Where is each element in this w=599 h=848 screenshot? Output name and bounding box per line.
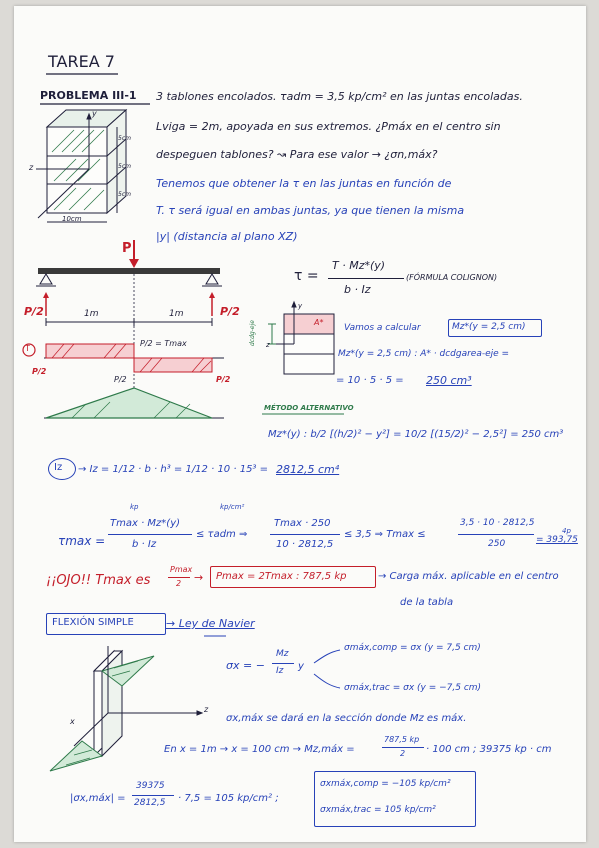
- flexion-line-2a: En x = 1m → x = 100 cm → Mz,máx =: [164, 744, 355, 755]
- tau-num-1: Tmax · Mz*(y): [110, 518, 181, 529]
- ojo-frac-num: Pmax: [170, 565, 193, 574]
- final-den: 2812,5: [134, 798, 166, 808]
- shear-top-label: P/2 = Tmax: [140, 339, 187, 348]
- sigma-num: Mz: [276, 649, 289, 659]
- final-frac-bar: [132, 795, 174, 796]
- shear-left-value: P/2: [32, 367, 47, 376]
- sigma-lhs: σx = −: [226, 659, 265, 672]
- tau-frac-bar: [328, 278, 404, 279]
- ojo-frac-den: 2: [176, 579, 182, 588]
- inertia-result: 2812,5 cm⁴: [276, 463, 340, 476]
- ojo-label: ¡¡OJO!! Tmax es: [46, 573, 151, 588]
- flexion-frac-bar: [382, 747, 424, 748]
- explanation-line-3: |y| (distancia al plano XZ): [156, 230, 298, 243]
- tau-num-3: 3,5 · 10 · 2812,5: [460, 518, 535, 528]
- mini-label-y: y: [298, 302, 303, 310]
- calc-intro: Vamos a calcular: [344, 323, 421, 333]
- load-label: P: [122, 241, 132, 256]
- mini-label-z: z: [266, 341, 270, 349]
- section-label-y: y: [92, 109, 97, 118]
- mini-section-figure: [268, 302, 334, 374]
- tau-formula-note: (FÓRMULA COLIGNON): [406, 273, 498, 282]
- problem-line-2: Lviga = 2m, apoyada en sus extremos. ¿Pmáx en el centro sin: [156, 120, 501, 133]
- section-height-3: 5cm: [118, 191, 131, 198]
- calc-result: 250 cm³: [426, 374, 472, 387]
- shear-symbol: T: [25, 344, 30, 353]
- flexion-line-2b: · 100 cm ; 39375 kp · cm: [426, 744, 552, 755]
- calc-box-text: Mz*(y = 2,5 cm): [452, 322, 526, 332]
- inertia-formula: → Iz = 1/12 · b · h³ = 1/12 · 10 · 15³ =: [78, 464, 268, 475]
- sigma-y: y: [298, 661, 304, 672]
- explanation-line-2: T. τ será igual en ambas juntas, ya que tienen la misma: [156, 204, 465, 217]
- section-height-2: 5cm: [118, 163, 131, 170]
- beam-diagram: [23, 240, 224, 418]
- inertia-symbol: Iz: [54, 462, 63, 473]
- final-num: 39375: [136, 781, 165, 791]
- tau-unit-4p: 4p: [562, 527, 571, 535]
- flexion-title: FLEXIÓN SIMPLE: [52, 617, 134, 628]
- tau-den-3: 250: [488, 539, 506, 549]
- ojo-note-1: → Carga máx. aplicable en el centro: [378, 571, 559, 582]
- mini-dist-label: dcdg-eje: [249, 320, 256, 346]
- tau-frac-bar-2: [270, 534, 340, 535]
- problem-line-3: despeguen tablones? ↝ Para ese valor → ¿σn,máx?: [156, 148, 438, 161]
- sigma-comp: σmáx,comp = σx (y = 7,5 cm): [344, 643, 481, 653]
- tau-frac-bar-3: [458, 534, 534, 535]
- problem-label: PROBLEMA III-1: [40, 89, 137, 102]
- span-left-label: 1m: [84, 309, 99, 319]
- tau-num-2: Tmax · 250: [274, 518, 331, 529]
- ojo-arrow: →: [194, 571, 204, 584]
- ojo-note-2: de la tabla: [400, 597, 454, 608]
- section-height-1: 5cm: [118, 135, 131, 142]
- final-lhs: |σx,máx| =: [70, 793, 126, 804]
- tau-relation-2: ≤ 3,5 ⇒ Tmax ≤: [344, 529, 426, 540]
- ojo-result: Pmax = 2Tmax : 787,5 kp: [216, 571, 347, 582]
- tau-max-lhs: τmax =: [58, 534, 106, 548]
- problem-line-1: 3 tablones encolados. τadm = 3,5 kp/cm² en las juntas encoladas.: [156, 90, 523, 103]
- flexion-line-1: σx,máx se dará en la sección donde Mz es máx.: [226, 713, 467, 724]
- sigma-frac-bar: [272, 663, 294, 664]
- section-label-z: z: [29, 163, 34, 172]
- navier-law: → Ley de Navier: [166, 617, 255, 630]
- flexion-line-2-den: 2: [400, 749, 406, 758]
- span-right-label: 1m: [169, 309, 184, 319]
- plank-section-figure: [36, 110, 126, 222]
- sigma-den: Iz: [276, 666, 284, 676]
- sigma-trac: σmáx,trac = σx (y = −7,5 cm): [344, 683, 482, 693]
- final-rhs: · 7,5 = 105 kp/cm² ;: [178, 793, 279, 804]
- tau-relation-1: ≤ τadm ⇒: [196, 529, 248, 540]
- tau-den-1: b · Iz: [132, 539, 157, 550]
- flexion-line-2-num: 787,5 kp: [384, 735, 420, 744]
- notebook-page: [14, 6, 586, 842]
- mini-label-a: A*: [314, 318, 324, 327]
- moment-label: P/2: [114, 375, 127, 384]
- flexion-fig-z: z: [204, 705, 209, 714]
- alt-method-title: MÉTODO ALTERNATIVO: [264, 404, 354, 412]
- explanation-line-1: Tenemos que obtener la τ en las juntas en función de: [156, 177, 452, 190]
- alt-method-formula: Mz*(y) : b/2 [(h/2)² − y²] = 10/2 [(15/2)² − 2,5²] = 250 cm³: [268, 429, 564, 440]
- tau-unit-kpcm: kp/cm²: [220, 503, 245, 511]
- tau-den-2: 10 · 2812,5: [276, 539, 334, 550]
- ojo-frac-bar: [168, 577, 190, 578]
- shear-right-value: P/2: [216, 375, 231, 384]
- page-title: TAREA 7: [48, 52, 115, 71]
- flexion-fig-x: x: [70, 717, 75, 726]
- calc-line-3: = 10 · 5 · 5 =: [336, 375, 404, 386]
- tau-formula-lhs: τ =: [294, 268, 319, 284]
- right-reaction-label: P/2: [220, 305, 240, 318]
- section-width-label: 10cm: [62, 215, 82, 223]
- tau-frac-bar-1: [108, 534, 192, 535]
- calc-line-2: Mz*(y = 2,5 cm) : A* · dcdgarea-eje =: [338, 349, 510, 359]
- tau-result: = 393,75: [536, 535, 578, 545]
- left-reaction-label: P/2: [24, 305, 44, 318]
- tau-formula-num: T · Mz*(y): [332, 259, 386, 272]
- tau-unit-kp: kp: [130, 503, 139, 511]
- tau-formula-den: b · Iz: [344, 283, 371, 296]
- result-comp: σxmáx,comp = −105 kp/cm²: [320, 779, 451, 789]
- result-trac: σxmáx,trac = 105 kp/cm²: [320, 805, 436, 815]
